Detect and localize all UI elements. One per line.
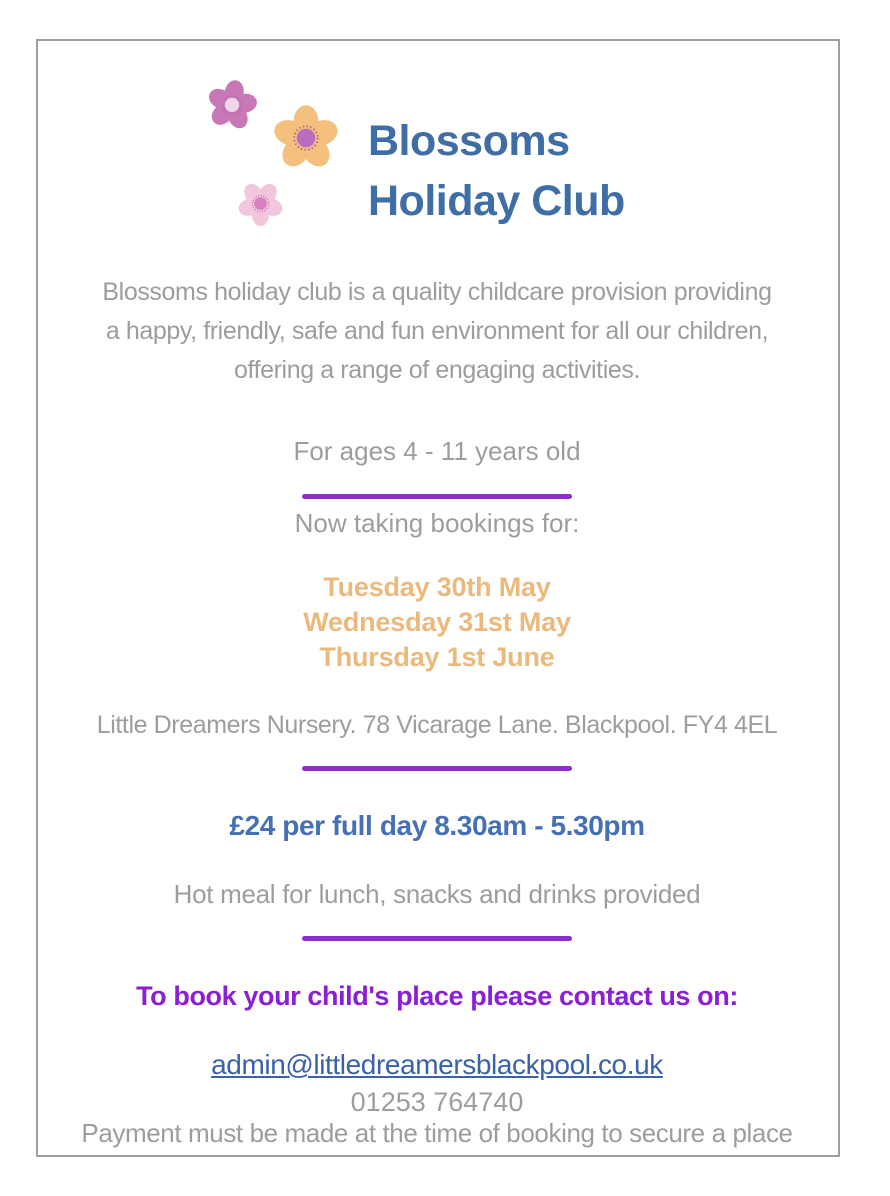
- intro-line: a happy, friendly, safe and fun environment for all our children,: [105, 317, 769, 345]
- contact-heading: To book your child's place please contact us on:: [136, 981, 738, 1011]
- page-title-line1: Blossoms: [368, 117, 570, 165]
- flower-magenta-icon: [206, 79, 258, 131]
- meals-line: Hot meal for lunch, snacks and drinks provided: [173, 879, 701, 909]
- divider: [302, 494, 572, 499]
- date-line: Thursday 1st June: [319, 642, 555, 672]
- intro-paragraph: [38, 273, 836, 390]
- booking-dates: [38, 570, 836, 675]
- flower-pink-icon: [237, 180, 284, 227]
- email-row: [38, 1045, 836, 1084]
- address-line: Little Dreamers Nursery. 78 Vicarage Lane. Blackpool. FY4 4EL: [96, 711, 778, 739]
- ages-line: For ages 4 - 11 years old: [293, 436, 581, 466]
- date-line: Wednesday 31st May: [303, 607, 571, 637]
- intro-line: Blossoms holiday club is a quality childcare provision providing: [102, 278, 772, 306]
- divider: [302, 936, 572, 941]
- intro-line: offering a range of engaging activities.: [233, 356, 641, 384]
- page-title-line2: Holiday Club: [368, 177, 625, 225]
- payment-note: Payment must be made at the time of booking to secure a place: [81, 1118, 793, 1148]
- flower-orange-icon: [272, 104, 340, 172]
- flyer-page: [36, 39, 840, 1157]
- date-line: Tuesday 30th May: [323, 572, 551, 602]
- page-title: [368, 111, 625, 231]
- bookings-label: Now taking bookings for:: [294, 508, 580, 538]
- email-link[interactable]: admin@littledreamersblackpool.co.uk: [211, 1049, 663, 1080]
- phone-number: 01253 764740: [350, 1087, 524, 1117]
- divider: [302, 766, 572, 771]
- price-line: £24 per full day 8.30am - 5.30pm: [229, 810, 645, 841]
